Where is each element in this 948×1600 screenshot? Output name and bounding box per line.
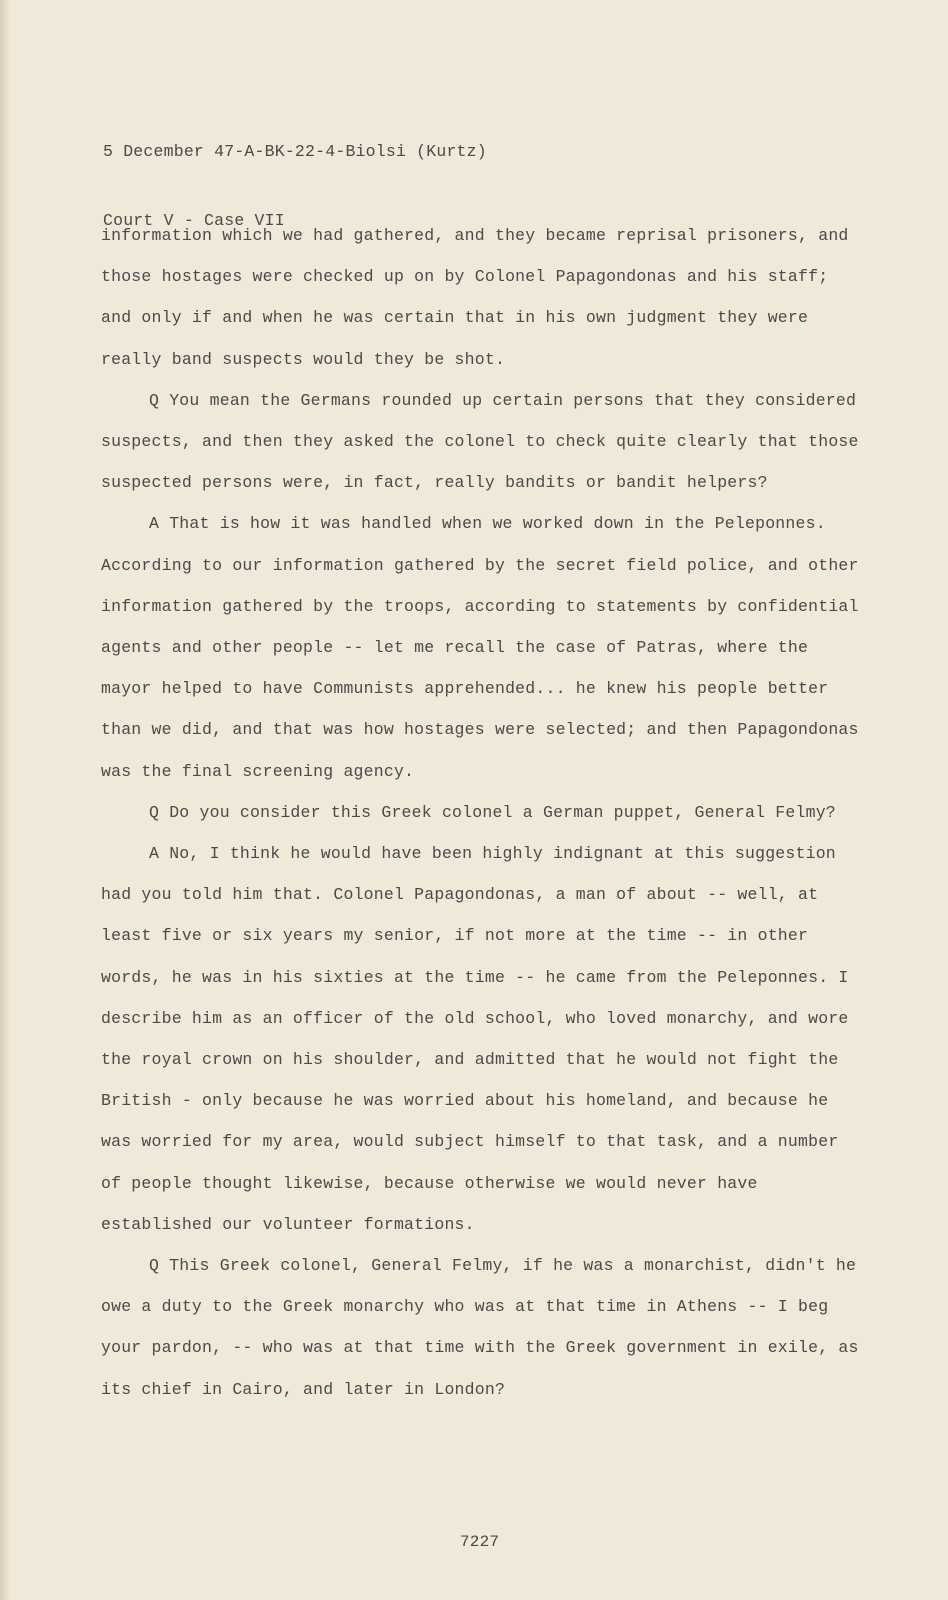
page-number: 7227: [460, 1533, 500, 1551]
transcript-body: [101, 215, 861, 1410]
header-line-date-reference: 5 December 47-A-BK-22-4-Biolsi (Kurtz): [103, 142, 487, 161]
transcript-paragraph: Q This Greek colonel, General Felmy, if he was a monarchist, didn't he owe a duty to the Greek monarchy who was at that time in Athens -- I beg your pardon, -- who was at that time with the Greek government in exile, as its chief in Cairo, and later in London?: [101, 1256, 859, 1399]
transcript-paragraph: Q You mean the Germans rounded up certain persons that they considered suspects, and then they asked the colonel to check quite clearly that those suspected persons were, in fact, really bandits or bandit helpers?: [101, 390, 859, 493]
transcript-paragraph: A That is how it was handled when we worked down in the Peleponnes. According to our information gathered by the secret field police, and other information gathered by the troops, according to statements by confidential agents and other people -- let me recall the case of Patras, where the mayor helped to have Communists apprehended... he knew his people better than we did, and that was how hostages were selected; and then Papagondonas was the final screening agency.: [101, 514, 859, 781]
transcript-paragraph: Q Do you consider this Greek colonel a German puppet, General Felmy?: [149, 802, 836, 822]
page-edge-shadow: [0, 0, 10, 1600]
transcript-paragraph: A No, I think he would have been highly indignant at this suggestion had you told him that. Colonel Papagondonas, a man of about -- well, at least five or six years my senior, if not more at the time -- in other words, he was in his sixties at the time -- he came from the Peleponnes. I describe him as an officer of the old school, who loved monarchy, and wore the royal crown on his shoulder, and admitted that he would not fight the British - only because he was worried about his homeland, and because he was worried for my area, would subject himself to that task, and a number of people thought likewise, because otherwise we would never have established our volunteer formations.: [101, 844, 849, 1234]
header-line-court-case: Court V - Case VII: [103, 211, 285, 230]
transcript-paragraph: information which we had gathered, and they became reprisal prisoners, and those hostages were checked up on by Colonel Papagondonas and his staff; and only if and when he was certain that in his own judgment they were really band suspects would they be shot.: [101, 226, 849, 369]
